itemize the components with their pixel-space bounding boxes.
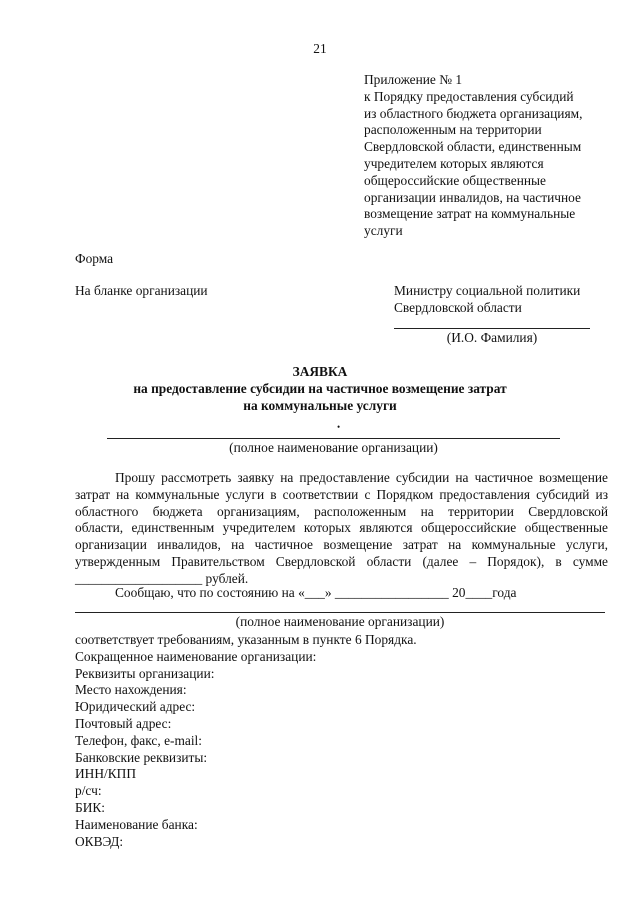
appendix-line: организации инвалидов, на частичное: [364, 189, 581, 205]
requisite-item: Юридический адрес:: [75, 699, 196, 715]
org-name-line: [107, 438, 560, 439]
appendix-block: [364, 72, 614, 240]
title-heading: ЗАЯВКА: [292, 364, 348, 379]
requisite-item: Банковские реквизиты:: [75, 749, 208, 765]
signature-caption: (И.О. Фамилия): [446, 330, 538, 345]
requisite-item: Место нахождения:: [75, 682, 187, 698]
appendix-line: возмещение затрат на коммунальные: [364, 206, 576, 222]
recipient-block: [394, 283, 634, 317]
appendix-line: Свердловской области, единственным: [364, 139, 582, 155]
paragraph-line: Прошу рассмотреть заявку на предоставление субсидии на частичное возмещение: [115, 470, 608, 485]
appendix-line: к Порядку предоставления субсидий: [364, 88, 574, 104]
recipient-line: Свердловской области: [394, 299, 522, 315]
requisites-list: [75, 632, 417, 850]
appendix-line: услуги: [364, 223, 403, 239]
org-name-caption: (полное наименование организации): [235, 614, 445, 629]
org-name-caption: (полное наименование организации): [229, 440, 438, 455]
appendix-line: учредителем которых являются: [364, 155, 544, 171]
requisite-item: Телефон, факс, e-mail:: [75, 732, 202, 748]
requisite-item: Сокращенное наименование организации:: [75, 648, 317, 664]
requisite-item: р/сч:: [75, 783, 102, 799]
page-number: 21: [313, 41, 327, 56]
signature-line: [394, 328, 590, 329]
appendix-line: расположенным на территории: [364, 122, 542, 138]
document-title: [0, 364, 640, 414]
requisite-item: ОКВЭД:: [75, 833, 124, 849]
requisite-item: ИНН/КПП: [75, 766, 137, 782]
requisite-item: соответствует требованиям, указанным в пункте 6 Порядка.: [75, 632, 417, 647]
letterhead-note: На бланке организации: [75, 283, 208, 298]
request-paragraph: [75, 470, 608, 588]
org-name-line: [75, 612, 605, 613]
paragraph-line: области, единственным учредителем которых являются общероссийские общественные: [75, 520, 608, 536]
requisite-item: Наименование банка:: [75, 816, 198, 832]
requisite-item: Почтовый адрес:: [75, 715, 172, 731]
paragraph-line: организации инвалидов, на частичное возмещение затрат на коммунальные услуги,: [75, 537, 608, 553]
requisite-item: Реквизиты организации:: [75, 665, 215, 681]
stray-mark: •: [337, 422, 341, 432]
paragraph-line: утвержденным Правительством Свердловской области (далее – Порядок), в сумме: [75, 553, 608, 569]
appendix-line: из областного бюджета организациям,: [364, 105, 583, 121]
recipient-line: Министру социальной политики: [394, 283, 581, 298]
form-label: Форма: [75, 251, 114, 266]
appendix-line: общероссийские общественные: [364, 172, 546, 188]
report-line: Сообщаю, что по состоянию на «___» _________________ 20____года: [115, 585, 517, 600]
appendix-line: Приложение № 1: [364, 72, 463, 87]
requisite-item: БИК:: [75, 799, 106, 815]
title-subtitle: на коммунальные услуги: [243, 397, 397, 413]
paragraph-line: областного бюджета организациям, расположенным на территории Свердловской: [75, 503, 608, 519]
paragraph-line: ___________________ рублей.: [75, 570, 249, 586]
paragraph-line: затрат на коммунальные услуги в соответствии с Порядком предоставления субсидий из: [75, 486, 608, 502]
title-subtitle: на предоставление субсидии на частичное возмещение затрат: [133, 380, 507, 396]
